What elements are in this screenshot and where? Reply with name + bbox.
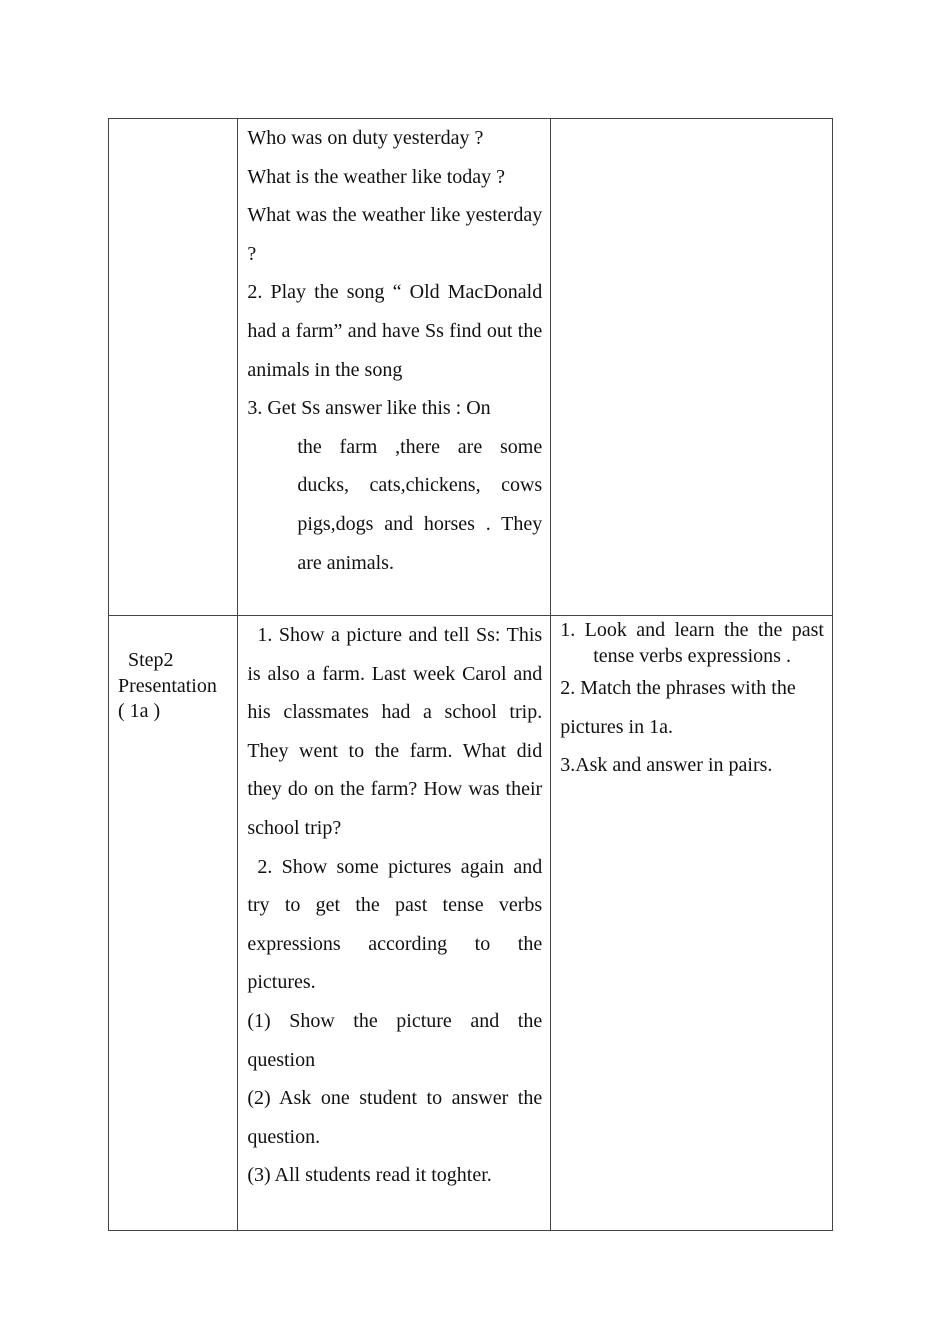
table-row (109, 119, 833, 616)
sub-step-2: (2) Ask one student to answer the question. (247, 1087, 543, 1148)
student-activity-cell (551, 616, 833, 1231)
step-cell-empty (109, 119, 238, 616)
student-activity-2-cont: pictures in 1a. (560, 715, 673, 738)
step-number: Step2 (128, 649, 174, 671)
activity-play-song: 2. Play the song “ Old MacDonald had a farm” and have Ss find out the animals in the song (247, 281, 543, 381)
sub-step-3: (3) All students read it toghter. (247, 1164, 492, 1187)
question-weather-today: What is the weather like today ? (247, 165, 506, 188)
student-activity-2: 2. Match the phrases with the (560, 677, 796, 699)
question-weather-yesterday: What was the weather like yesterday ? (247, 204, 543, 265)
student-activity-cell-empty (551, 119, 833, 616)
activity-answer-lead: 3. Get Ss answer like this : On (247, 397, 491, 420)
question-duty: Who was on duty yesterday ? (247, 127, 484, 149)
activity-answer-example: the farm ,there are some ducks, cats,chickens, cows pigs,dogs and horses . They are animals. (297, 435, 543, 574)
activity-show-picture: 1. Show a picture and tell Ss: This is also a farm. Last week Carol and his classmates had a school trip. They went to the farm. What did they do on the farm? How was their school trip? (247, 624, 543, 839)
step-title: Presentation (118, 674, 217, 697)
student-activity-1: 1. Look and learn the the past tense verbs expressions . (560, 619, 824, 667)
lesson-plan-table (108, 118, 833, 1231)
table-row (109, 616, 833, 1231)
step-cell (109, 616, 238, 1231)
step-section: ( 1a ) (118, 700, 161, 722)
student-activity-3: 3.Ask and answer in pairs. (560, 754, 773, 777)
activity-show-pictures-again: 2. Show some pictures again and try to get the past tense verbs expressions according to the pictures. (247, 855, 543, 994)
sub-step-1: (1) Show the picture and the question (247, 1009, 543, 1071)
teacher-activity-cell (238, 616, 551, 1231)
teacher-activity-cell (238, 119, 551, 616)
